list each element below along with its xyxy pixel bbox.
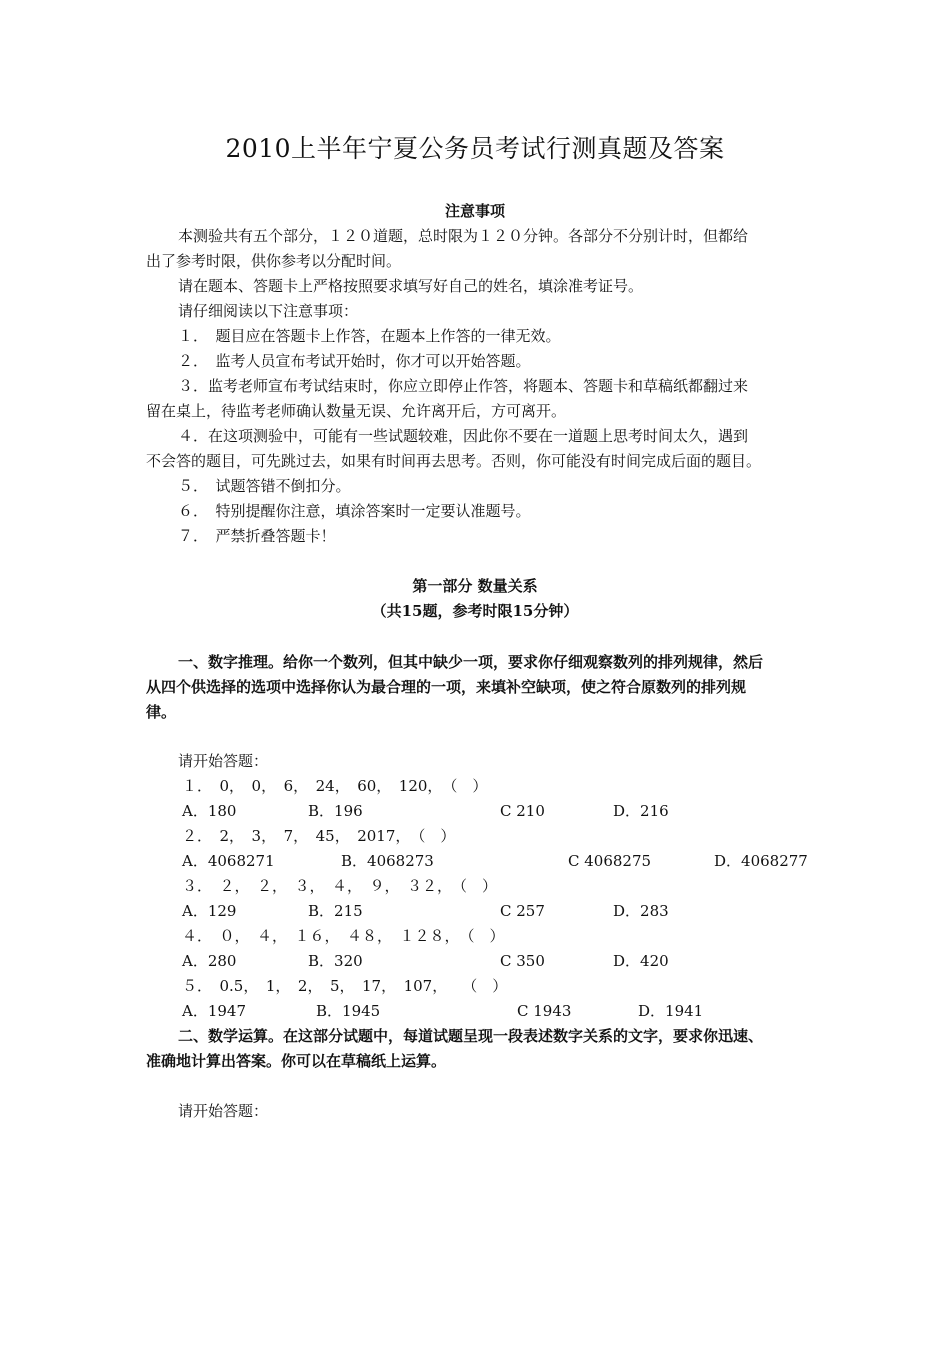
- notice-intro-line2: 出了参考时限，供你参考以分配时间。: [146, 252, 402, 270]
- notice-item-4-line2: 不会答的题目，可先跳过去，如果有时间再去思考。否则，你可能没有时间完成后面的题目。: [146, 452, 762, 470]
- start-prompt: 请开始答题：: [178, 752, 269, 770]
- question-3-stem: ３． ２， ２， ３， ４， ９， ３２， （ ）: [182, 877, 498, 895]
- notice-item-1: １． 题目应在答题卡上作答，在题本上作答的一律无效。: [178, 327, 561, 345]
- question-3-option-b: B．215: [308, 902, 363, 920]
- question-5-option-a: A．1947: [182, 1002, 247, 1020]
- start-prompt-2: 请开始答题：: [178, 1102, 269, 1120]
- question-2-option-b: B．4068273: [341, 852, 434, 870]
- question-3-option-d: D．283: [613, 902, 669, 920]
- notice-item-5: ５． 试题答错不倒扣分。: [178, 477, 351, 495]
- question-1-option-d: D．216: [613, 802, 669, 820]
- notice-intro-line1: 本测验共有五个部分，１２０道题，总时限为１２０分钟。各部分不分别计时，但都给: [178, 227, 749, 245]
- question-4-option-a: A．280: [182, 952, 237, 970]
- section2-instruction-line1: 二、数学运算。在这部分试题中，每道试题呈现一段表述数字关系的文字，要求你迅速、: [178, 1027, 764, 1045]
- question-5-stem: ５． 0.5， 1， 2， 5， 17， 107， （ ）: [182, 977, 508, 995]
- question-4-option-b: B．320: [308, 952, 363, 970]
- part1-heading: 第一部分 数量关系: [412, 577, 538, 595]
- section1-instruction-line1: 一、数字推理。给你一个数列，但其中缺少一项，要求你仔细观察数列的排列规律，然后: [178, 653, 764, 671]
- question-1-option-a: A．180: [182, 802, 237, 820]
- section1-instruction-line2: 从四个供选择的选项中选择你认为最合理的一项，来填补空缺项，使之符合原数列的排列规: [146, 678, 747, 696]
- question-2-option-c: C 4068275: [568, 852, 652, 870]
- question-5-option-b: B．1945: [316, 1002, 381, 1020]
- question-3-option-c: C 257: [500, 902, 545, 920]
- question-1-option-c: C 210: [500, 802, 545, 820]
- question-2-stem: ２． 2， 3， 7， 45， 2017， （ ）: [182, 827, 456, 845]
- question-4-option-d: D．420: [613, 952, 669, 970]
- question-4-stem: ４． ０， ４， １６， ４８， １２８， （ ）: [182, 927, 505, 945]
- notice-item-2: ２． 监考人员宣布考试开始时，你才可以开始答题。: [178, 352, 531, 370]
- question-1-option-b: B．196: [308, 802, 363, 820]
- notice-item-4-line1: ４．在这项测验中，可能有一些试题较难，因此你不要在一道题上思考时间太久，遇到: [178, 427, 749, 445]
- question-1-stem: １． 0， 0， 6， 24， 60， 120， （ ）: [182, 777, 488, 795]
- question-3-option-a: A．129: [182, 902, 237, 920]
- notice-fill-instruction: 请在题本、答题卡上严格按照要求填写好自己的姓名，填涂准考证号。: [178, 277, 644, 295]
- section2-instruction-line2: 准确地计算出答案。你可以在草稿纸上运算。: [146, 1052, 447, 1070]
- question-4-option-c: C 350: [500, 952, 545, 970]
- part1-subheading: （共15题，参考时限15分钟）: [371, 602, 579, 620]
- notice-item-3-line2: 留在桌上，待监考老师确认数量无误、允许离开后，方可离开。: [146, 402, 567, 420]
- question-5-option-c: C 1943: [517, 1002, 572, 1020]
- question-2-option-a: A．4068271: [182, 852, 275, 870]
- section1-instruction-line3: 律。: [146, 703, 177, 721]
- document-title: 2010上半年宁夏公务员考试行测真题及答案: [225, 134, 725, 163]
- notice-heading: 注意事项: [444, 202, 505, 220]
- notice-item-3-line1: ３．监考老师宣布考试结束时，你应立即停止作答，将题本、答题卡和草稿纸都翻过来: [178, 377, 749, 395]
- question-5-option-d: D．1941: [638, 1002, 704, 1020]
- notice-item-6: ６． 特别提醒你注意，填涂答案时一定要认准题号。: [178, 502, 531, 520]
- question-2-option-d: D．4068277: [714, 852, 808, 870]
- notice-item-7: ７． 严禁折叠答题卡！: [178, 527, 336, 545]
- notice-read-instruction: 请仔细阅读以下注意事项：: [178, 302, 359, 320]
